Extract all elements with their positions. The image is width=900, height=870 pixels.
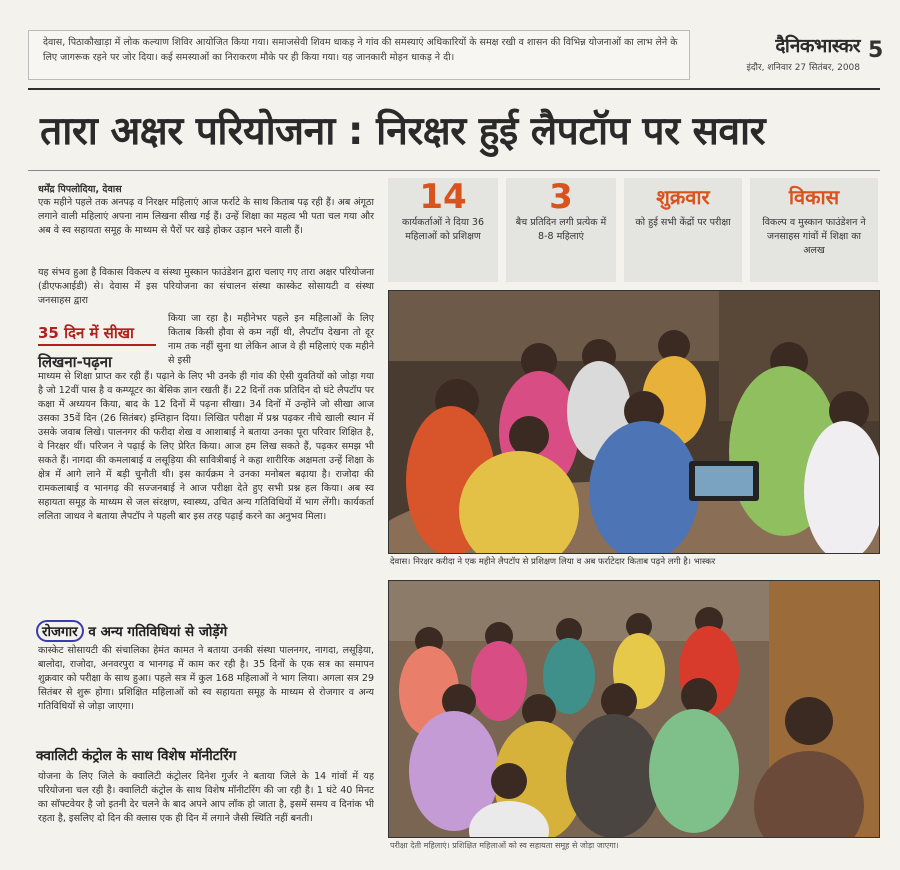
fact-box-4-word: विकास — [788, 185, 840, 209]
photo-women-group — [388, 580, 880, 838]
body-paragraph-5: कास्केट सोसायटी की संचालिका हेमंत कामत ने बताया उनकी संस्था पालनगर, नागदा, लसूड़िया, बालोदा, राजोदा, अनवरपुरा व भानगढ़ में काम कर रही है। 35 दिनों के एक सत्र का समापन शुक्रवार को परीक्षा के साथ हुआ। पहले सत्र में कुल 168 महिलाओं ने भाग लिया। अगला सत्र 29 सितंबर से शुरू होगा। प्रशिक्षित महिलाओं को स्व सहायता समूह के माध्यम से रोजगार व अन्य गतिविधियों से जोड़ा जाएगा। — [38, 645, 374, 712]
fact-box-1-text: कार्यकर्ताओं ने दिया 36 महिलाओं को प्रशिक्षण — [401, 217, 485, 242]
body-paragraph-2: यह संभव हुआ है विकास विकल्प व संस्था मुस्कान फाउंडेशन द्वारा चलाए गए तारा अक्षर परियोजना (डीएफआईडी) से। देवास में इस परियोजना का संचालन संस्था कास्केट सोसायटी व संस्था जनसाहस द्वारा — [38, 267, 374, 306]
fact-box-2-number: 3 — [549, 177, 573, 217]
fact-box-1-number: 14 — [419, 177, 467, 217]
fact-box-2 — [506, 178, 616, 282]
subhead-quality-control: क्वालिटी कंट्रोल के साथ विशेष मॉनीटरिंग — [36, 748, 237, 764]
photo-group-caption: परीक्षा देती महिलाएं। प्रशिक्षित महिलाओं को स्व सहायता समूह से जोड़ा जाएगा। — [390, 841, 619, 850]
photo-laptop-caption: देवास। निरक्षर करीदा ने एक महीने लैपटॉप से प्रशिक्षण लिया व अब फर्राटेदार किताब पढ़ने लगी है। भास्कर — [390, 557, 716, 567]
subhead-employment — [36, 620, 227, 642]
page-number: 5 — [868, 38, 884, 63]
headline: तारा अक्षर परियोजना : निरक्षर हुई लैपटॉप पर सवार — [40, 109, 766, 154]
top-strip-text: देवास, पिठाकौखाड़ा में लोक कल्याण शिविर आयोजित किया गया। समाजसेवी शिवम धाकड़ ने गांव की समस्याएं अधिकारियों के समक्ष रखी व शासन की विभिन्न योजनाओं का लाभ लेने के लिए जागरूक रहने पर जोर दिया। कई समस्याओं का निराकरण मौके पर ही किया गया। यह जानकारी मोहन धाकड़ ने दी। — [43, 37, 678, 63]
fact-box-2-text: बैच प्रतिदिन लगी प्रत्येक में 8-8 महिलाएं — [515, 217, 607, 242]
headline-divider — [28, 170, 880, 171]
newspaper-logo: दैनिकभास्कर — [775, 35, 860, 57]
masthead — [700, 32, 860, 78]
fact-box-3 — [624, 178, 742, 282]
intro-paragraph: एक महीने पहले तक अनपढ़ व निरक्षर महिलाएं आज फर्राटे के साथ किताब पढ़ रही हैं। अब अंगूठा लगाने वाली महिलाएं अपना नाम लिखना सीख गई हैं। उन्हें शिक्षा का महत्व भी पता चल गया और अब वे स्व सहायता समूह के माध्यम से पैरों पर खड़े होकर उड़ान भरने वाली हैं। — [38, 197, 374, 236]
header-divider — [28, 88, 880, 90]
body-paragraph-6: योजना के लिए जिले के क्वालिटी कंट्रोलर दिनेश गुर्जर ने बताया जिले के 14 गांवों में यह परियोजना चल रही है। क्वालिटी कंट्रोल के साथ विशेष मॉनीटरिंग की जा रही है। 1 घंटे 40 मिनट का सॉफ्टवेयर है जो इतनी देर चलने के बाद अपने आप लॉक हो जाता है, इसमें समय व दिनांक भी रहता है, इसलिए दो दिन की क्लास एक ही दिन में लगाने जैसी स्थिति नहीं बनती। — [38, 771, 374, 824]
photo-laptop-class — [388, 290, 880, 554]
fact-box-3-text: को हुई सभी केंद्रों पर परीक्षा — [635, 217, 731, 228]
subhead-35-days-line1: 35 दिन में सीखा — [38, 322, 156, 346]
top-news-strip — [28, 30, 690, 80]
byline: धर्मेंद्र पिपलोदिया, देवास — [38, 184, 122, 195]
fact-box-4 — [750, 178, 878, 282]
body-paragraph-3: किया जा रहा है। महीनेभर पहले इन महिलाओं के लिए किताब किसी हौवा से कम नहीं थी, लैपटॉप देखना तो दूर नाम तक नहीं सुना था लेकिन आज वे ही महिलाएं एक महीने से इसी — [168, 313, 374, 366]
subhead-35-days-line2: लिखना-पढ़ना — [38, 353, 112, 371]
circled-word: रोजगार — [36, 620, 84, 642]
subhead-employment-rest: व अन्य गतिविधियां से जोड़ेंगे — [88, 624, 228, 640]
fact-box-3-word: शुक्रवार — [656, 185, 710, 209]
dateline: इंदौर, शनिवार 27 सितंबर, 2008 — [746, 63, 860, 73]
fact-box-4-text: विकल्प व मुस्कान फाउंडेशन ने जनसाहस गांवों में शिक्षा का अलख — [762, 217, 866, 256]
fact-box-1 — [388, 178, 498, 282]
body-paragraph-4: माध्यम से शिक्षा प्राप्त कर रही हैं। पढ़ाने के लिए भी उनके ही गांव की ऐसी युवतियों को जोड़ा गया है जो 12वीं पास है व कम्प्यूटर का बेसिक ज्ञान रखती हैं। 22 दिनों तक प्रतिदिन दो घंटे लैपटॉप पर कक्षा में अध्ययन किया, बाद के 12 दिनों में पढ़ना सीखा। 34 दिनों में उन्होंने जो सीखा आज उसका 35वें दिन (26 सितंबर) इम्तिहान दिया। लिखित परीक्षा में प्रश्न पढ़कर नीचे खाली स्थान में उसके जवाब लिखे। पालनगर की फरीदा शेख व आशाबाई ने बताया उनका पूरा परिवार शिक्षित है, वे निरक्षर थीं। परिजन ने पढ़ाई के लिए प्रेरित किया। आज हम लिख सकते हैं, पढ़कर समझ भी सकते हैं। नागदा की कमलाबाई व लसूड़िया की सावित्रीबाई ने कहा शारीरिक अक्षमता उन्हें शिक्षा के क्षेत्र में आगे लाने में बड़ी चुनौती थी। इस कार्यक्रम ने उनका मनोबल बढ़ाया है। राजोदा की रामकलाबाई व भानगढ़ की सज्जनबाई ने आज परीक्षा देते हुए सभी प्रश्न हल किया। अब स्व सहायता समूह के माध्यम से जल संरक्षण, स्वास्थ्य, उचित अन्य गतिविधियों में भाग लेंगी। कार्यकर्ता ललिता जाधव ने बताया लैपटॉप ने पहली बार इस तरह पढ़ाई करने का अनुभव मिला। — [38, 371, 374, 522]
subhead-35-days — [38, 322, 156, 374]
